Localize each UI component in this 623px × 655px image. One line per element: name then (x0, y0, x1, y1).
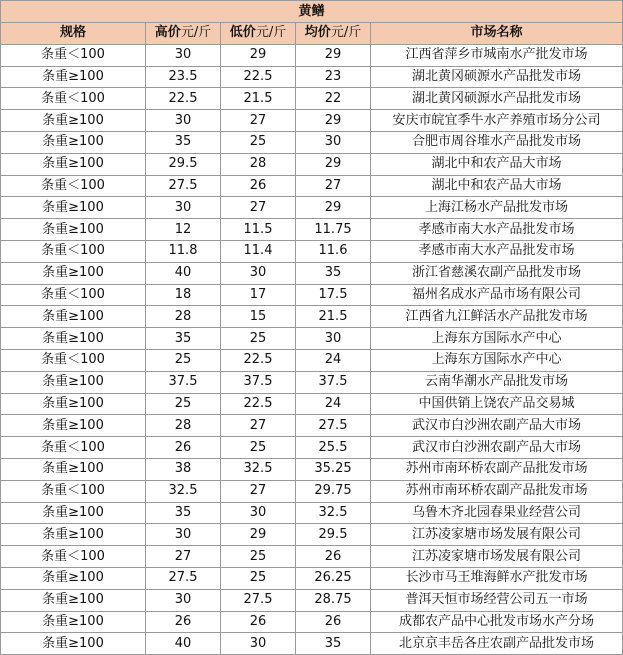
cell-spec: 条重＜100 (1, 44, 146, 66)
header-low-unit: 元/斤 (255, 25, 287, 41)
cell-market: 武汉市白沙洲农副产品大市场 (371, 437, 623, 459)
cell-market: 武汉市白沙洲农副产品大市场 (371, 415, 623, 437)
cell-low: 11.5 (221, 219, 296, 241)
cell-avg: 21.5 (296, 306, 371, 328)
cell-spec: 条重＜100 (1, 546, 146, 568)
cell-spec: 条重≥100 (1, 197, 146, 219)
table-row (1, 153, 623, 175)
cell-high: 26 (146, 611, 221, 633)
table-row (1, 88, 623, 110)
table-row (1, 219, 623, 241)
cell-market: 长沙市马王堆海鲜水产批发市场 (371, 567, 623, 589)
cell-low: 29 (221, 524, 296, 546)
header-spec: 规格 (1, 23, 146, 45)
cell-spec: 条重≥100 (1, 371, 146, 393)
cell-spec: 条重＜100 (1, 88, 146, 110)
table-row (1, 328, 623, 350)
cell-low: 30 (221, 502, 296, 524)
cell-high: 29.5 (146, 153, 221, 175)
cell-avg: 26 (296, 611, 371, 633)
cell-avg: 35 (296, 633, 371, 655)
table-row (1, 567, 623, 589)
header-low-label: 低价 (229, 25, 256, 41)
cell-low: 27.5 (221, 589, 296, 611)
cell-high: 28 (146, 306, 221, 328)
header-avg-unit: 元/斤 (330, 25, 362, 41)
cell-low: 25 (221, 567, 296, 589)
table-row (1, 524, 623, 546)
cell-market: 合肥市周谷堆水产品批发市场 (371, 131, 623, 153)
cell-market: 孝感市南大水产品批发市场 (371, 240, 623, 262)
cell-high: 25 (146, 393, 221, 415)
cell-market: 浙江省慈溪农副产品批发市场 (371, 262, 623, 284)
cell-high: 37.5 (146, 371, 221, 393)
table-row (1, 262, 623, 284)
cell-spec: 条重≥100 (1, 633, 146, 655)
cell-high: 27.5 (146, 175, 221, 197)
cell-low: 11.4 (221, 240, 296, 262)
cell-market: 云南华潮水产品批发市场 (371, 371, 623, 393)
cell-spec: 条重≥100 (1, 328, 146, 350)
cell-avg: 30 (296, 131, 371, 153)
table-row (1, 175, 623, 197)
cell-low: 27 (221, 197, 296, 219)
cell-high: 30 (146, 197, 221, 219)
cell-avg: 29 (296, 153, 371, 175)
cell-market: 江苏凌家塘市场发展有限公司 (371, 546, 623, 568)
cell-avg: 29 (296, 44, 371, 66)
table-row (1, 349, 623, 371)
cell-avg: 28.75 (296, 589, 371, 611)
cell-low: 37.5 (221, 371, 296, 393)
cell-low: 22.5 (221, 393, 296, 415)
cell-spec: 条重＜100 (1, 349, 146, 371)
cell-market: 湖北中和农产品大市场 (371, 175, 623, 197)
cell-low: 26 (221, 611, 296, 633)
cell-market: 北京京丰岳各庄农副产品批发市场 (371, 633, 623, 655)
table-body (1, 44, 623, 654)
cell-low: 28 (221, 153, 296, 175)
header-high-unit: 元/斤 (180, 25, 212, 41)
cell-market: 江苏凌家塘市场发展有限公司 (371, 524, 623, 546)
cell-avg: 22 (296, 88, 371, 110)
cell-avg: 30 (296, 328, 371, 350)
cell-spec: 条重≥100 (1, 502, 146, 524)
cell-high: 23.5 (146, 66, 221, 88)
cell-low: 25 (221, 437, 296, 459)
cell-low: 17 (221, 284, 296, 306)
cell-avg: 35.25 (296, 458, 371, 480)
cell-spec: 条重≥100 (1, 611, 146, 633)
cell-market: 孝感市南大水产品批发市场 (371, 219, 623, 241)
table-row (1, 131, 623, 153)
cell-high: 18 (146, 284, 221, 306)
cell-low: 27 (221, 110, 296, 132)
cell-spec: 条重≥100 (1, 306, 146, 328)
cell-high: 38 (146, 458, 221, 480)
cell-spec: 条重＜100 (1, 240, 146, 262)
cell-spec: 条重≥100 (1, 219, 146, 241)
cell-avg: 29.75 (296, 480, 371, 502)
cell-market: 安庆市皖宜季牛水产养殖市场分公司 (371, 110, 623, 132)
table-row (1, 611, 623, 633)
cell-avg: 11.6 (296, 240, 371, 262)
cell-high: 30 (146, 110, 221, 132)
cell-spec: 条重＜100 (1, 284, 146, 306)
cell-spec: 条重＜100 (1, 175, 146, 197)
cell-market: 江西省萍乡市城南水产批发市场 (371, 44, 623, 66)
table-row (1, 437, 623, 459)
cell-low: 30 (221, 262, 296, 284)
cell-spec: 条重≥100 (1, 567, 146, 589)
cell-low: 22.5 (221, 349, 296, 371)
cell-low: 32.5 (221, 458, 296, 480)
cell-low: 25 (221, 328, 296, 350)
header-avg (296, 23, 371, 45)
cell-high: 32.5 (146, 480, 221, 502)
cell-spec: 条重≥100 (1, 110, 146, 132)
table-row (1, 458, 623, 480)
cell-low: 29 (221, 44, 296, 66)
cell-low: 26 (221, 175, 296, 197)
cell-market: 湖北中和农产品大市场 (371, 153, 623, 175)
cell-market: 苏州市南环桥农副产品批发市场 (371, 458, 623, 480)
cell-high: 40 (146, 633, 221, 655)
cell-market: 苏州市南环桥农副产品批发市场 (371, 480, 623, 502)
table-row (1, 197, 623, 219)
cell-low: 27 (221, 480, 296, 502)
cell-high: 27.5 (146, 567, 221, 589)
cell-avg: 35 (296, 262, 371, 284)
header-high-label: 高价 (154, 25, 181, 41)
cell-high: 30 (146, 524, 221, 546)
table-row (1, 546, 623, 568)
cell-avg: 23 (296, 66, 371, 88)
cell-avg: 37.5 (296, 371, 371, 393)
table-row (1, 480, 623, 502)
table-row (1, 110, 623, 132)
title-row (1, 1, 623, 23)
cell-high: 27 (146, 546, 221, 568)
table-title: 黄鳝 (1, 1, 623, 23)
cell-spec: 条重≥100 (1, 262, 146, 284)
table-row (1, 306, 623, 328)
cell-spec: 条重≥100 (1, 66, 146, 88)
cell-market: 乌鲁木齐北园春果业经营公司 (371, 502, 623, 524)
table-row (1, 393, 623, 415)
table-row (1, 371, 623, 393)
cell-high: 28 (146, 415, 221, 437)
cell-avg: 29 (296, 110, 371, 132)
cell-market: 上海东方国际水产中心 (371, 349, 623, 371)
cell-spec: 条重≥100 (1, 458, 146, 480)
cell-market: 江西省九江鲜活水产品批发市场 (371, 306, 623, 328)
cell-avg: 26 (296, 546, 371, 568)
cell-avg: 29 (296, 197, 371, 219)
cell-low: 27 (221, 415, 296, 437)
cell-market: 湖北黄冈硕源水产品批发市场 (371, 88, 623, 110)
cell-avg: 17.5 (296, 284, 371, 306)
table-row (1, 240, 623, 262)
table-row (1, 284, 623, 306)
cell-avg: 24 (296, 349, 371, 371)
cell-high: 26 (146, 437, 221, 459)
cell-avg: 11.75 (296, 219, 371, 241)
cell-spec: 条重≥100 (1, 153, 146, 175)
cell-low: 22.5 (221, 66, 296, 88)
cell-high: 40 (146, 262, 221, 284)
cell-high: 35 (146, 328, 221, 350)
cell-low: 21.5 (221, 88, 296, 110)
header-avg-label: 均价 (304, 25, 331, 41)
cell-avg: 25.5 (296, 437, 371, 459)
cell-market: 湖北黄冈硕源水产品批发市场 (371, 66, 623, 88)
table-row (1, 502, 623, 524)
header-market: 市场名称 (371, 23, 623, 45)
cell-spec: 条重＜100 (1, 437, 146, 459)
table-row (1, 589, 623, 611)
cell-high: 30 (146, 589, 221, 611)
cell-spec: 条重≥100 (1, 415, 146, 437)
cell-high: 12 (146, 219, 221, 241)
cell-avg: 27.5 (296, 415, 371, 437)
table-row (1, 66, 623, 88)
cell-avg: 29.5 (296, 524, 371, 546)
cell-high: 35 (146, 131, 221, 153)
cell-avg: 26.25 (296, 567, 371, 589)
cell-market: 普洱天恒市场经营公司五一市场 (371, 589, 623, 611)
cell-spec: 条重≥100 (1, 524, 146, 546)
cell-spec: 条重≥100 (1, 393, 146, 415)
cell-market: 福州名成水产品市场有限公司 (371, 284, 623, 306)
cell-spec: 条重＜100 (1, 480, 146, 502)
cell-low: 25 (221, 131, 296, 153)
cell-market: 中国供销上饶农产品交易城 (371, 393, 623, 415)
cell-market: 上海东方国际水产中心 (371, 328, 623, 350)
cell-high: 25 (146, 349, 221, 371)
cell-high: 22.5 (146, 88, 221, 110)
header-high (146, 23, 221, 45)
cell-high: 35 (146, 502, 221, 524)
cell-spec: 条重≥100 (1, 589, 146, 611)
cell-market: 上海江杨水产品批发市场 (371, 197, 623, 219)
cell-avg: 32.5 (296, 502, 371, 524)
cell-market: 成都农产品中心批发市场水产分场 (371, 611, 623, 633)
table-row (1, 415, 623, 437)
cell-spec: 条重≥100 (1, 131, 146, 153)
cell-avg: 27 (296, 175, 371, 197)
header-row (1, 23, 623, 45)
cell-low: 25 (221, 546, 296, 568)
cell-low: 30 (221, 633, 296, 655)
cell-avg: 24 (296, 393, 371, 415)
cell-high: 30 (146, 44, 221, 66)
header-low (221, 23, 296, 45)
table-row (1, 44, 623, 66)
cell-low: 15 (221, 306, 296, 328)
cell-high: 11.8 (146, 240, 221, 262)
